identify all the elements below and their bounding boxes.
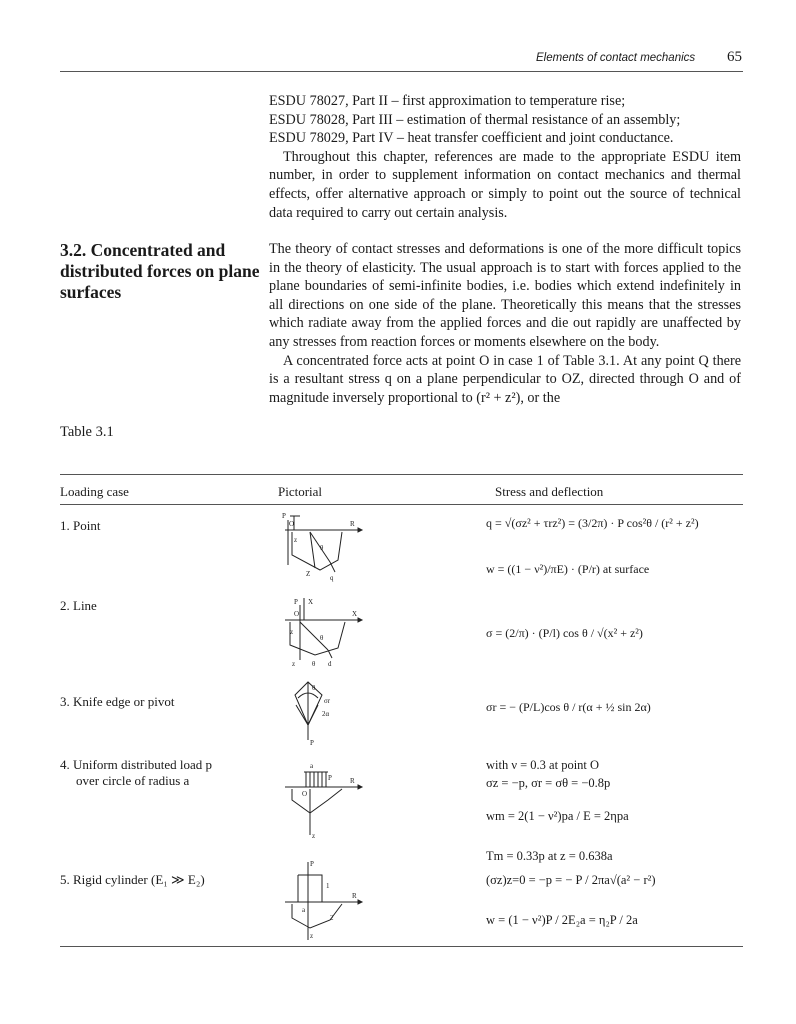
- running-title: Elements of contact mechanics: [536, 52, 696, 64]
- pictorial-uniform-load: [285, 762, 362, 840]
- section-paragraph: A concentrated force acts at point O in case 1 of Table 3.1. At any point Q there is a resultant stress q on a plane perpendicular to OZ, directed through O and of magnitude inversely proportional to (r² + z²), or the: [269, 352, 741, 406]
- svg-text:P: P: [282, 512, 286, 520]
- column-header-loading-case: Loading case: [60, 484, 129, 499]
- equation-cylinder-stress: (σz)z=0 = −p = − P / 2πa√(a² − r²): [486, 873, 656, 887]
- esdu-item: ESDU 78029, Part IV – heat transfer coefficient and joint conductance.: [269, 130, 674, 147]
- svg-text:2α: 2α: [322, 710, 330, 718]
- equation-uniform-stress: σz = −p, σr = σθ = −0.8p: [486, 776, 611, 790]
- svg-text:θ: θ: [312, 660, 316, 668]
- esdu-item: ESDU 78028, Part III – estimation of thermal resistance of an assembly;: [269, 111, 681, 128]
- table-label: Table 3.1: [60, 424, 114, 440]
- loading-case-uniform-load-line2: over circle of radius a: [76, 773, 190, 788]
- section-title: Concentrated and distributed forces on plane surfaces: [60, 240, 260, 302]
- loading-case-rigid-cylinder: 5. Rigid cylinder (E₁ ≫ E₂): [60, 872, 205, 887]
- pictorial-rigid-cylinder: [285, 860, 362, 940]
- svg-text:θ: θ: [312, 684, 316, 692]
- svg-text:q: q: [330, 574, 334, 582]
- svg-text:X: X: [352, 610, 358, 618]
- equation-point-stress: q = √(σz² + τrz²) = (3/2π) · P cos²θ / (r² + z²): [486, 516, 699, 530]
- equation-uniform-deflection: wm = 2(1 − ν²)pa / E = 2ηpa: [486, 809, 629, 823]
- equation-uniform-condition: with ν = 0.3 at point O: [486, 758, 600, 772]
- svg-text:P: P: [310, 860, 314, 868]
- table-top-rule: [60, 474, 743, 475]
- pictorial-knife-edge: [295, 682, 331, 747]
- equation-cylinder-deflection: w = (1 − ν²)P / 2E₂a = η₂P / 2a: [486, 913, 638, 927]
- svg-text:θ: θ: [320, 634, 324, 642]
- svg-text:z: z: [312, 832, 316, 840]
- svg-text:2: 2: [330, 914, 334, 922]
- svg-text:Z: Z: [306, 570, 311, 578]
- intro-paragraph: Throughout this chapter, references are made to the appropriate ESDU item number, in order to supplement information on contact mechanics and thermal effects, offer alternative approach or simply to point out the source of technical data required to carry out certain analysis.: [269, 148, 741, 221]
- column-header-stress-deflection: Stress and deflection: [495, 484, 604, 499]
- svg-text:P: P: [310, 739, 314, 747]
- svg-text:1: 1: [326, 882, 330, 890]
- svg-text:θ: θ: [320, 544, 324, 552]
- svg-text:O: O: [302, 790, 308, 798]
- svg-text:O: O: [289, 520, 295, 528]
- esdu-item: ESDU 78027, Part II – first approximation to temperature rise;: [269, 93, 626, 109]
- loading-case-line: 2. Line: [60, 598, 97, 613]
- pictorials: [270, 510, 480, 940]
- equation-uniform-shear: Tm = 0.33p at z = 0.638a: [486, 849, 613, 863]
- svg-text:R: R: [350, 777, 355, 785]
- svg-text:R: R: [350, 520, 355, 528]
- svg-text:a: a: [310, 762, 314, 770]
- svg-text:P: P: [294, 598, 298, 606]
- section-heading: [60, 240, 260, 303]
- pictorial-line-load: [285, 598, 362, 668]
- intro-block: [269, 92, 741, 222]
- equation-knife-edge-stress: σr = − (P/L)cos θ / r(α + ½ sin 2α): [486, 700, 651, 714]
- equation-line-stress: σ = (2/π) · (P/l) cos θ / √(x² + z²): [486, 626, 643, 640]
- svg-text:z: z: [290, 628, 294, 636]
- svg-text:a: a: [302, 906, 306, 914]
- table-bottom-rule: [60, 946, 743, 947]
- section-paragraph: The theory of contact stresses and deformations is one of the more difficult topics in the theory of elasticity. The usual approach is to start with forces applied to the plane boundaries of semi-infinite bodies, i.e. bodies which extend indefinitely in all directions on one side of the plane. Theoretically this means that the stresses which radiate away from the applied forces and die out rapidly are unaffected by any stresses from reaction forces or moments elsewhere on the body.: [269, 241, 741, 350]
- svg-text:z: z: [310, 932, 314, 940]
- page-number: 65: [727, 49, 742, 65]
- svg-text:σr: σr: [324, 697, 331, 705]
- svg-text:R: R: [352, 892, 357, 900]
- equation-point-deflection: w = ((1 − ν²)/πE) · (P/r) at surface: [486, 562, 650, 576]
- svg-text:O: O: [294, 610, 300, 618]
- column-header-pictorial: Pictorial: [278, 484, 323, 499]
- svg-text:z: z: [292, 660, 296, 668]
- loading-case-knife-edge: 3. Knife edge or pivot: [60, 694, 175, 709]
- header-rule: [60, 71, 743, 72]
- svg-text:d: d: [328, 660, 332, 668]
- svg-text:P: P: [328, 774, 332, 782]
- svg-text:X: X: [308, 598, 314, 606]
- section-number: 3.2.: [60, 240, 87, 260]
- loading-case-uniform-load: 4. Uniform distributed load p: [60, 757, 213, 772]
- loading-case-point: 1. Point: [60, 518, 101, 533]
- svg-text:z: z: [294, 536, 298, 544]
- section-body: [269, 240, 741, 407]
- pictorial-point-load: [282, 512, 362, 582]
- table-header-rule: [60, 504, 743, 505]
